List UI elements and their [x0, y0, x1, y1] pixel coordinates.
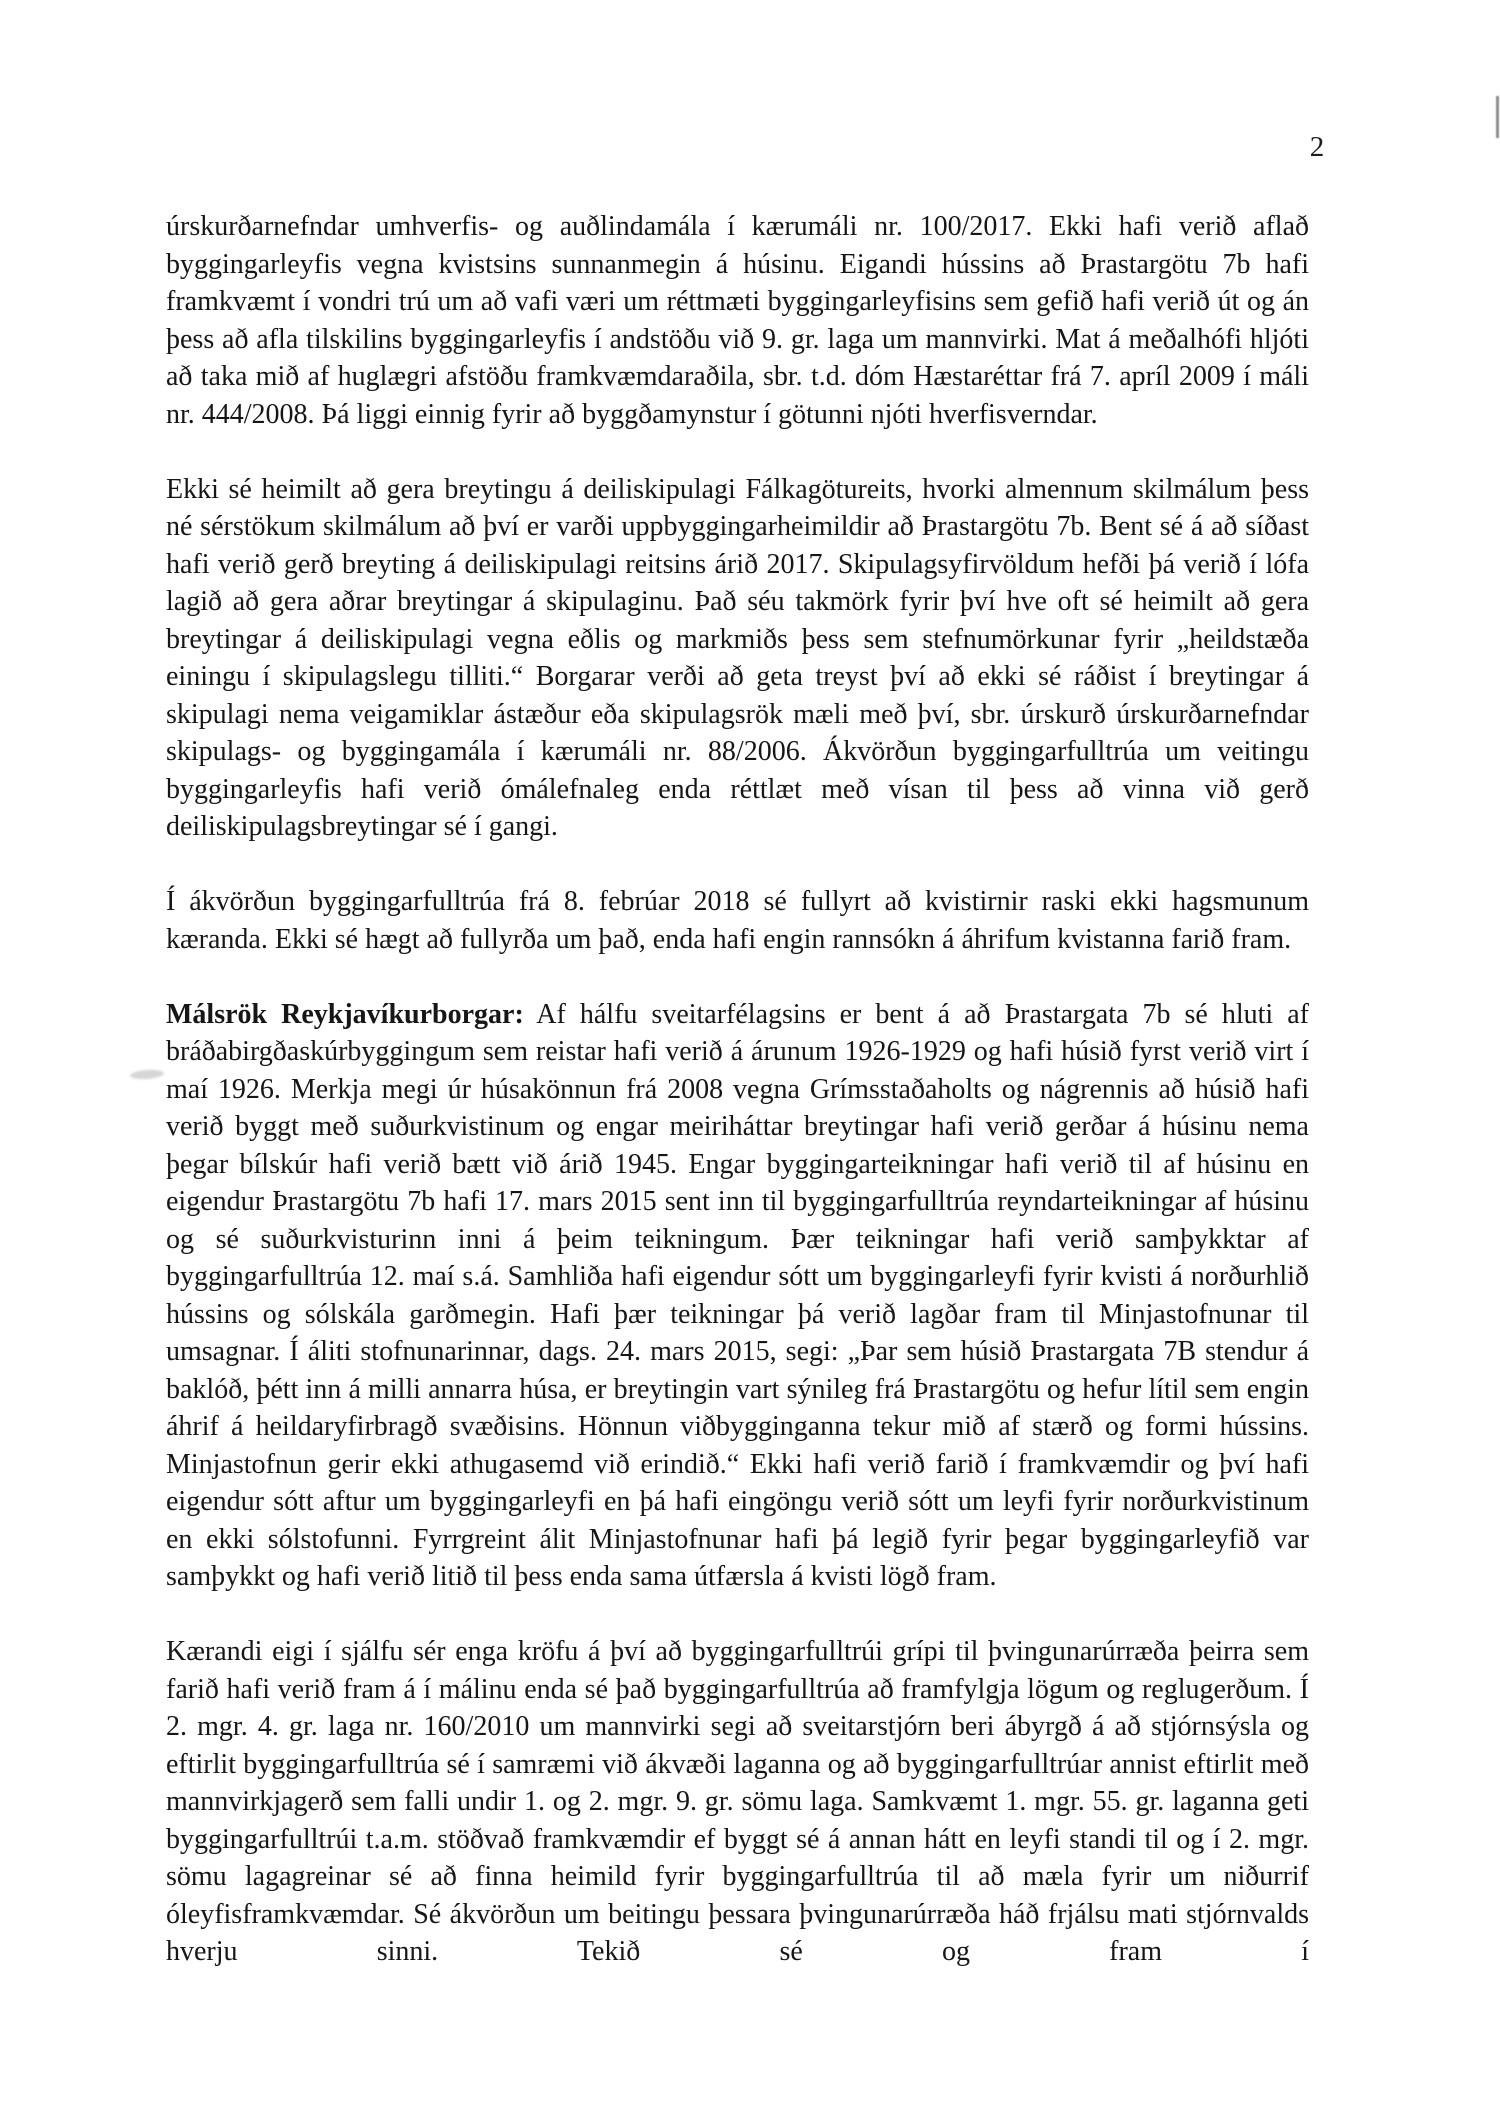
paragraph-text: Ekki sé heimilt að gera breytingu á deiliskipulagi Fálkagötureits, hvorki almennum skilmálum þess né sérstökum skilmálum að því er varði uppbyggingarheimildir að Þrastargötu 7b. Bent sé á að síðast hafi verið gerð breyting á deiliskipulagi reitsins árið 2017. Skipulagsyfirvöldum hefði þá verið í lófa lagið að gera aðrar breytingar á skipulaginu. Það séu takmörk fyrir því hve oft sé heimilt að gera breytingar á deiliskipulagi vegna eðlis og markmiðs þess sem stefnumörkunar fyrir „heildstæða einingu í skipulagslegu tilliti.“ Borgarar verði að geta treyst því að ekki sé ráðist í breytingar á skipulagi nema veigamiklar ástæður eða skipulagsrök mæli með því, sbr. úrskurð úrskurðarnefndar skipulags- og byggingamála í kærumáli nr. 88/2006. Ákvörðun byggingarfulltrúa um veitingu byggingarleyfis hafi verið ómálefnaleg enda réttlæt með vísan til þess að vinna við gerð deiliskipulagsbreytingar sé í gangi.	[166, 473, 1309, 842]
paragraph	[166, 471, 1309, 846]
paragraph	[166, 1633, 1309, 1971]
scan-artifact-edge	[1496, 96, 1499, 138]
scan-artifact-smudge	[130, 1069, 165, 1080]
paragraph-lead: Málsrök Reykjavíkurborgar:	[166, 998, 524, 1030]
document-body	[166, 208, 1309, 2008]
paragraph-text: Í ákvörðun byggingarfulltrúa frá 8. febrúar 2018 sé fullyrt að kvistirnir raski ekki hagsmunum kæranda. Ekki sé hægt að fullyrða um það, enda hafi engin rannsókn á áhrifum kvistanna farið fram.	[166, 886, 1309, 955]
paragraph-text: Af hálfu sveitarfélagsins er bent á að Þrastargata 7b sé hluti af bráðabirgðaskúrbyggingum sem reistar hafi verið á árunum 1926-1929 og hafi húsið fyrst verið virt í maí 1926. Merkja megi úr húsakönnun frá 2008 vegna Grímsstaðaholts og nágrennis að húsið hafi verið byggt með suðurkvistinum og engar meiriháttar breytingar hafi verið gerðar á húsinu nema þegar bílskúr hafi verið bætt við árið 1945. Engar byggingarteikningar hafi verið til af húsinu en eigendur Þrastargötu 7b hafi 17. mars 2015 sent inn til byggingarfulltrúa reyndarteikningar af húsinu og sé suðurkvisturinn inni á þeim teikningum. Þær teikningar hafi verið samþykktar af byggingarfulltrúa 12. maí s.á. Samhliða hafi eigendur sótt um byggingarleyfi fyrir kvisti á norðurhlið hússins og sólskála garðmegin. Hafi þær teikningar þá verið lagðar fram til Minjastofnunar til umsagnar. Í áliti stofnunarinnar, dags. 24. mars 2015, segi: „Þar sem húsið Þrastargata 7B stendur á baklóð, þétt inn á milli annarra húsa, er breytingin vart sýnileg frá Þrastargötu og hefur lítil sem engin áhrif á heildaryfirbragð svæðisins. Hönnun viðbygginganna tekur mið af stærð og formi hússins. Minjastofnun gerir ekki athugasemd við erindið.“ Ekki hafi verið farið í framkvæmdir og því hafi eigendur sótt aftur um byggingarleyfi en þá hafi eingöngu verið sótt um leyfi fyrir norðurkvistinum en ekki sólstofunni. Fyrrgreint álit Minjastofnunar hafi þá legið fyrir þegar byggingarleyfið var samþykkt og hafi verið litið til þess enda sama útfærsla á kvisti lögð fram.	[166, 998, 1309, 1592]
paragraph-text: Kærandi eigi í sjálfu sér enga kröfu á því að byggingarfulltrúi grípi til þvingunarúrræða þeirra sem farið hafi verið fram á í málinu enda sé það byggingarfulltrúa að framfylgja lögum og reglugerðum. Í 2. mgr. 4. gr. laga nr. 160/2010 um mannvirki segi að sveitarstjórn beri ábyrgð á að stjórnsýsla og eftirlit byggingarfulltrúa sé í samræmi við ákvæði laganna og að byggingarfulltrúar annist eftirlit með mannvirkjagerð sem falli undir 1. og 2. mgr. 9. gr. sömu laga. Samkvæmt 1. mgr. 55. gr. laganna geti byggingarfulltrúi t.a.m. stöðvað framkvæmdir ef byggt sé á annan hátt en leyfi standi til og í 2. mgr. sömu lagagreinar sé að finna heimild fyrir byggingarfulltrúa til að mæla fyrir um niðurrif óleyfisframkvæmdar. Sé ákvörðun um beitingu þessara þvingunarúrræða háð frjálsu mati stjórnvalds hverju sinni. Tekið sé og fram í	[166, 1636, 1309, 1967]
paragraph	[166, 883, 1309, 958]
paragraph-text: úrskurðarnefndar umhverfis- og auðlindamála í kærumáli nr. 100/2017. Ekki hafi verið aflað byggingarleyfis vegna kvistsins sunnanmegin á húsinu. Eigandi hússins að Þrastargötu 7b hafi framkvæmt í vondri trú um að vafi væri um réttmæti byggingarleyfisins sem gefið hafi verið út og án þess að afla tilskilins byggingarleyfis í andstöðu við 9. gr. laga um mannvirki. Mat á meðalhófi hljóti að taka mið af huglægri afstöðu framkvæmdaraðila, sbr. t.d. dóm Hæstaréttar frá 7. apríl 2009 í máli nr. 444/2008. Þá liggi einnig fyrir að byggðamynstur í götunni njóti hverfisverndar.	[166, 211, 1309, 430]
paragraph-malsrok	[166, 996, 1309, 1596]
page-number: 2	[1309, 131, 1325, 163]
paragraph	[166, 208, 1309, 433]
